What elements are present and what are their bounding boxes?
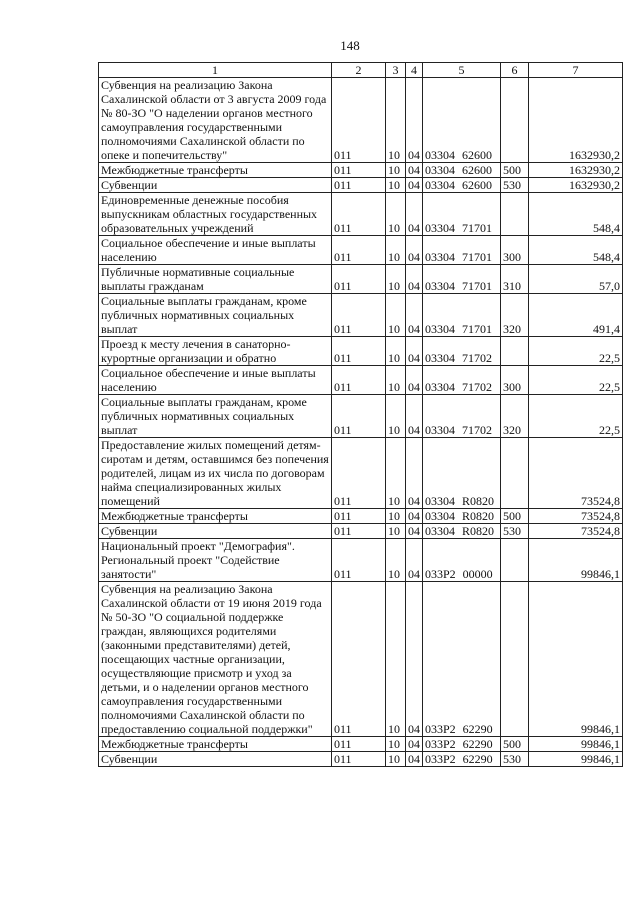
cell-target-article: 03304 71701 [423, 236, 501, 265]
cell-section: 10 [386, 752, 406, 767]
table-row [99, 395, 623, 438]
cell-code-admin: 011 [332, 524, 386, 539]
cell-target-article: 03304 71702 [423, 366, 501, 395]
cell-subsection: 04 [406, 509, 423, 524]
table-row [99, 163, 623, 178]
row-name: Межбюджетные трансферты [99, 509, 332, 524]
cell-section: 10 [386, 524, 406, 539]
cell-amount: 73524,8 [529, 509, 623, 524]
row-name: Предоставление жилых помещений детям-сиротам и детям, оставшимся без попечения родителей, лицам из их числа по договорам найма специализированных жилых помещений [99, 438, 332, 509]
cell-target-article: 033P2 62290 [423, 582, 501, 737]
cell-expense-type: 320 [501, 294, 529, 337]
cell-section: 10 [386, 337, 406, 366]
cell-amount: 22,5 [529, 395, 623, 438]
cell-target-article: 03304 71701 [423, 193, 501, 236]
cell-code-admin: 011 [332, 163, 386, 178]
cell-target-article: 03304 71702 [423, 337, 501, 366]
cell-expense-type: 500 [501, 509, 529, 524]
cell-code-admin: 011 [332, 752, 386, 767]
table-row [99, 737, 623, 752]
column-header: 3 [386, 63, 406, 78]
cell-expense-type [501, 582, 529, 737]
cell-amount: 22,5 [529, 366, 623, 395]
cell-amount: 73524,8 [529, 438, 623, 509]
cell-amount: 548,4 [529, 193, 623, 236]
cell-amount: 99846,1 [529, 582, 623, 737]
row-name: Социальные выплаты гражданам, кроме публичных нормативных социальных выплат [99, 395, 332, 438]
cell-section: 10 [386, 294, 406, 337]
table-row [99, 178, 623, 193]
cell-code-admin: 011 [332, 737, 386, 752]
cell-amount: 1632930,2 [529, 163, 623, 178]
cell-section: 10 [386, 509, 406, 524]
row-name: Социальные выплаты гражданам, кроме публичных нормативных социальных выплат [99, 294, 332, 337]
cell-expense-type: 300 [501, 366, 529, 395]
row-name: Проезд к месту лечения в санаторно-курортные организации и обратно [99, 337, 332, 366]
cell-expense-type [501, 193, 529, 236]
cell-code-admin: 011 [332, 366, 386, 395]
row-name: Национальный проект "Демография". Региональный проект "Содействие занятости" [99, 539, 332, 582]
cell-subsection: 04 [406, 163, 423, 178]
cell-code-admin: 011 [332, 582, 386, 737]
cell-code-admin: 011 [332, 178, 386, 193]
cell-expense-type: 530 [501, 524, 529, 539]
row-name: Субвенция на реализацию Закона Сахалинской области от 19 июня 2019 года № 50-ЗО "О социальной поддержке граждан, являющихся родителями (законными представителями) детей, посещающих частные организации, осуществляющие присмотр и уход за детьми, и о наделении органов местного самоуправления государственными полномочиями Сахалинской области по предоставлению социальной поддержки" [99, 582, 332, 737]
cell-code-admin: 011 [332, 539, 386, 582]
cell-code-admin: 011 [332, 294, 386, 337]
cell-subsection: 04 [406, 524, 423, 539]
cell-subsection: 04 [406, 193, 423, 236]
cell-target-article: 03304 62600 [423, 178, 501, 193]
cell-amount: 491,4 [529, 294, 623, 337]
cell-expense-type [501, 337, 529, 366]
cell-section: 10 [386, 236, 406, 265]
cell-code-admin: 011 [332, 395, 386, 438]
cell-target-article: 03304 71702 [423, 395, 501, 438]
cell-subsection: 04 [406, 395, 423, 438]
row-name: Социальное обеспечение и иные выплаты населению [99, 366, 332, 395]
cell-subsection: 04 [406, 366, 423, 395]
cell-expense-type [501, 78, 529, 163]
cell-expense-type: 500 [501, 163, 529, 178]
cell-code-admin: 011 [332, 438, 386, 509]
row-name: Социальное обеспечение и иные выплаты населению [99, 236, 332, 265]
cell-subsection: 04 [406, 178, 423, 193]
row-name: Субвенции [99, 752, 332, 767]
cell-target-article: 03304 62600 [423, 78, 501, 163]
page-number: 148 [340, 38, 360, 53]
cell-code-admin: 011 [332, 509, 386, 524]
cell-subsection: 04 [406, 752, 423, 767]
table-row [99, 193, 623, 236]
cell-subsection: 04 [406, 539, 423, 582]
cell-expense-type: 530 [501, 752, 529, 767]
table-row [99, 236, 623, 265]
cell-code-admin: 011 [332, 337, 386, 366]
row-name: Межбюджетные трансферты [99, 163, 332, 178]
cell-target-article: 03304 62600 [423, 163, 501, 178]
cell-subsection: 04 [406, 236, 423, 265]
row-name: Межбюджетные трансферты [99, 737, 332, 752]
cell-target-article: 03304 R0820 [423, 524, 501, 539]
column-header: 7 [529, 63, 623, 78]
table-row [99, 337, 623, 366]
cell-section: 10 [386, 163, 406, 178]
cell-code-admin: 011 [332, 265, 386, 294]
cell-expense-type: 530 [501, 178, 529, 193]
cell-target-article: 03304 71701 [423, 294, 501, 337]
row-name: Субвенции [99, 178, 332, 193]
cell-section: 10 [386, 178, 406, 193]
table-row [99, 265, 623, 294]
cell-amount: 99846,1 [529, 752, 623, 767]
cell-expense-type: 300 [501, 236, 529, 265]
table-row [99, 294, 623, 337]
row-name: Публичные нормативные социальные выплаты гражданам [99, 265, 332, 294]
cell-target-article: 033P2 00000 [423, 539, 501, 582]
cell-target-article: 03304 R0820 [423, 509, 501, 524]
cell-code-admin: 011 [332, 78, 386, 163]
cell-amount: 99846,1 [529, 539, 623, 582]
cell-section: 10 [386, 737, 406, 752]
table-row [99, 539, 623, 582]
cell-section: 10 [386, 78, 406, 163]
table-row [99, 438, 623, 509]
cell-amount: 57,0 [529, 265, 623, 294]
cell-amount: 1632930,2 [529, 78, 623, 163]
cell-amount: 22,5 [529, 337, 623, 366]
table-header-row [99, 63, 623, 78]
table-row [99, 524, 623, 539]
cell-subsection: 04 [406, 582, 423, 737]
cell-section: 10 [386, 395, 406, 438]
cell-expense-type [501, 539, 529, 582]
cell-subsection: 04 [406, 265, 423, 294]
cell-target-article: 03304 71701 [423, 265, 501, 294]
cell-amount: 1632930,2 [529, 178, 623, 193]
cell-code-admin: 011 [332, 236, 386, 265]
column-header: 2 [332, 63, 386, 78]
table-row [99, 366, 623, 395]
cell-code-admin: 011 [332, 193, 386, 236]
row-name: Субвенции [99, 524, 332, 539]
cell-section: 10 [386, 366, 406, 395]
cell-subsection: 04 [406, 78, 423, 163]
cell-expense-type: 320 [501, 395, 529, 438]
cell-expense-type: 500 [501, 737, 529, 752]
cell-section: 10 [386, 193, 406, 236]
column-header: 1 [99, 63, 332, 78]
cell-subsection: 04 [406, 737, 423, 752]
cell-amount: 99846,1 [529, 737, 623, 752]
cell-amount: 73524,8 [529, 524, 623, 539]
table-row [99, 78, 623, 163]
cell-subsection: 04 [406, 294, 423, 337]
cell-target-article: 033P2 62290 [423, 737, 501, 752]
cell-section: 10 [386, 582, 406, 737]
cell-target-article: 03304 R0820 [423, 438, 501, 509]
row-name: Субвенция на реализацию Закона Сахалинской области от 3 августа 2009 года № 80-ЗО "О наделении органов местного самоуправления государственными полномочиями Сахалинской области по опеке и попечительству" [99, 78, 332, 163]
cell-target-article: 033P2 62290 [423, 752, 501, 767]
table-row [99, 509, 623, 524]
cell-expense-type: 310 [501, 265, 529, 294]
table-row [99, 582, 623, 737]
cell-section: 10 [386, 539, 406, 582]
cell-section: 10 [386, 438, 406, 509]
cell-section: 10 [386, 265, 406, 294]
column-header: 4 [406, 63, 423, 78]
cell-expense-type [501, 438, 529, 509]
budget-table [98, 62, 623, 767]
cell-subsection: 04 [406, 337, 423, 366]
cell-amount: 548,4 [529, 236, 623, 265]
column-header: 5 [423, 63, 501, 78]
column-header: 6 [501, 63, 529, 78]
row-name: Единовременные денежные пособия выпускникам областных государственных образовательных учреждений [99, 193, 332, 236]
table-row [99, 752, 623, 767]
cell-subsection: 04 [406, 438, 423, 509]
